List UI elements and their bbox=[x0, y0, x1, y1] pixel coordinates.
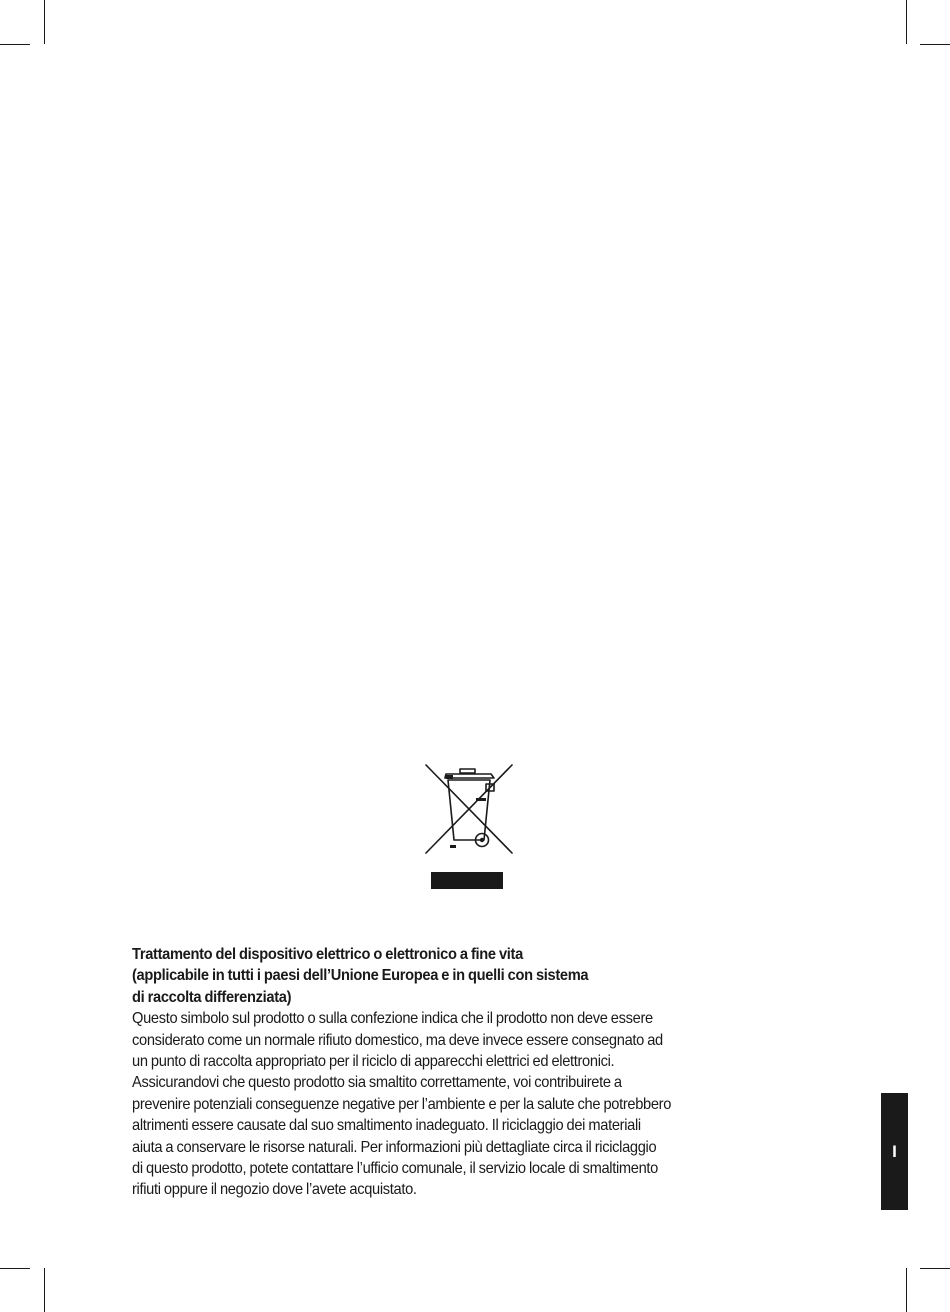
notice-body-line: Assicurandovi che questo prodotto sia smaltito correttamente, voi contribuirete a bbox=[132, 1074, 622, 1092]
language-tab-label: I bbox=[892, 1142, 897, 1161]
crop-mark bbox=[906, 0, 907, 44]
notice-body-line: un punto di raccolta appropriato per il riciclo di apparecchi elettrici ed elettronici. bbox=[132, 1053, 615, 1071]
weee-disposal-notice bbox=[132, 944, 771, 1201]
language-tab bbox=[881, 1093, 908, 1210]
notice-body-line: di questo prodotto, potete contattare l’ufficio comunale, il servizio locale di smaltimento bbox=[132, 1160, 659, 1178]
notice-body-line: considerato come un normale rifiuto domestico, ma deve invece essere consegnato ad bbox=[132, 1031, 663, 1049]
notice-body-line: Questo simbolo sul prodotto o sulla confezione indica che il prodotto non deve essere bbox=[132, 1010, 653, 1028]
notice-body-line: rifiuti oppure il negozio dove l’avete acquistato. bbox=[132, 1181, 417, 1199]
separate-collection-bar bbox=[431, 872, 503, 889]
notice-body-line: aiuta a conservare le risorse naturali. Per informazioni più dettagliate circa il riciclaggio bbox=[132, 1138, 657, 1156]
notice-body-line: prevenire potenziali conseguenze negative per l’ambiente e per la salute che potrebbero bbox=[132, 1095, 672, 1113]
crop-mark bbox=[0, 44, 30, 45]
crop-mark bbox=[920, 1268, 950, 1269]
crop-mark bbox=[44, 0, 45, 44]
crop-mark bbox=[920, 44, 950, 45]
crop-mark bbox=[44, 1268, 45, 1312]
weee-crossed-out-bin-icon bbox=[422, 762, 516, 858]
notice-body-line: altrimenti essere causate dal suo smaltimento inadeguato. Il riciclaggio dei materiali bbox=[132, 1117, 641, 1135]
crop-mark bbox=[0, 1268, 30, 1269]
notice-title: Trattamento del dispositivo elettrico o elettronico a fine vita (applicabile in tutti i paesi dell’Unione Europea e in quelli con sistema di raccolta differenziata) bbox=[132, 946, 589, 1006]
notice-body bbox=[132, 1008, 771, 1201]
crop-mark bbox=[906, 1268, 907, 1312]
